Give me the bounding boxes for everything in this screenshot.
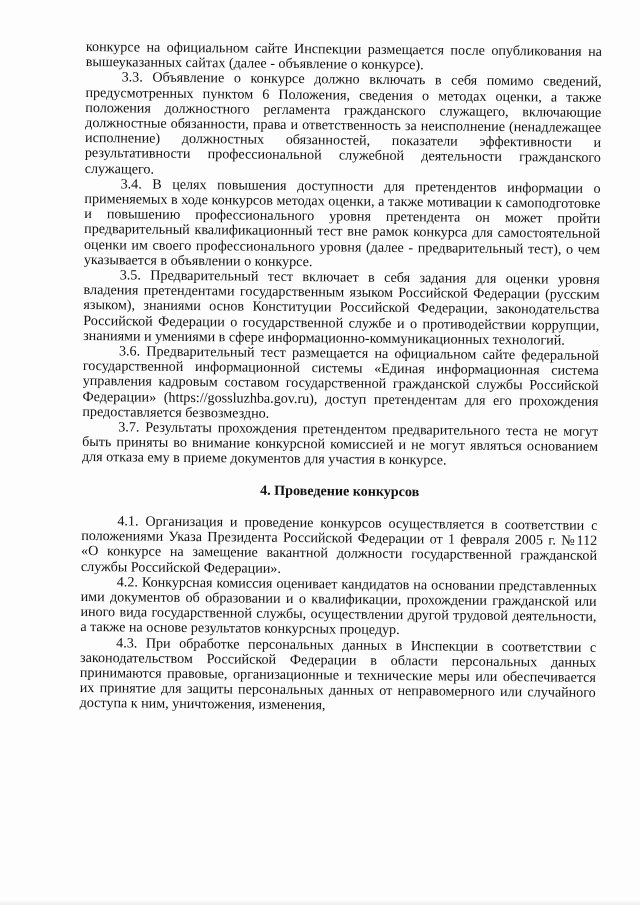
paragraph-3-3: 3.3. Объявление о конкурсе должно включать в себя помимо сведений, предусмотренных пунктом 6 Положения, сведения о методах оценки, а также положения должностного регламента гражданского служащего, включающие должностные обязанности, права и ответственность за неисполнение (ненадлежащее исполнение) должностных обязанностей, показатели эффективности и результативности профессиональной служебной деятельности гражданского служащего.	[84, 69, 602, 178]
paragraph-3-7: 3.7. Результаты прохождения претендентом предварительного теста не могут быть приняты во внимание конкурсной комиссией и не могут являться основанием для отказа ему в приеме документов для участия в конкурсе.	[81, 419, 599, 469]
paragraph-3-5: 3.5. Предварительный тест включает в себя задания для оценки уровня владения претендентами государственным языком Российской Федерации (русским языком), знаниями основ Конституции Российской Федерации, законодательства Российской Федерации о государственной службе и о противодействии коррупции, знаниями и умениями в сфере информационно-коммуникационных технологий.	[83, 267, 600, 349]
paragraph-3-2-continuation: конкурсе на официальном сайте Инспекции размещается после опубликования на вышеуказанных сайтах (далее - объявление о конкурсе).	[85, 39, 602, 74]
document-body	[80, 40, 602, 716]
paragraph-4-3: 4.3. При обработке персональных данных в Инспекции в соответствии с законодательством Российской Федерации в области персональных данных принимаются правовые, организационные и технические меры или обеспечивается их принятие для защиты персональных данных от неправомерного или случайного доступа к ним, уничтожения, изменения,	[79, 634, 597, 714]
paragraph-3-6: 3.6. Предварительный тест размещается на официальном сайте федеральной государственной информационной системы «Единая информационная система управления кадровым составом государственной гражданской службы Российской Федерации» (https://gossluzhba.gov.ru), доступ претендентам для его прохождения предоставляется безвозмездно.	[82, 343, 600, 422]
paragraph-4-2: 4.2. Конкурсная комиссия оценивает кандидатов на основании представленных ими документов об образовании и о квалификации, прохождении гражданской или иного вида государственной службы, осуществлении другой трудовой деятельности, а также на основе результатов конкурсных процедур.	[80, 574, 597, 639]
section-heading: 4. Проведение конкурсов	[260, 482, 420, 500]
scan-bottom-edge	[0, 899, 640, 905]
paragraph-3-4: 3.4. В целях повышения доступности для претендентов информации о применяемых в ходе конкурсов методах оценки, а также мотивации к самоподготовке и повышению профессионального уровня претендента он может пройти предварительный квалификационный тест вне рамок конкурса для самостоятельной оценки им своего профессионального уровня (далее - предварительный тест), о чем указывается в объявлении о конкурсе.	[83, 176, 601, 271]
paragraph-4-1: 4.1. Организация и проведение конкурсов осуществляется в соответствии с положениями Указа Президента Российской Федерации от 1 февраля 2005 г. №112 «О конкурсе на замещение вакантной должности государственной гражданской службы Российской Федерации».	[80, 513, 598, 577]
